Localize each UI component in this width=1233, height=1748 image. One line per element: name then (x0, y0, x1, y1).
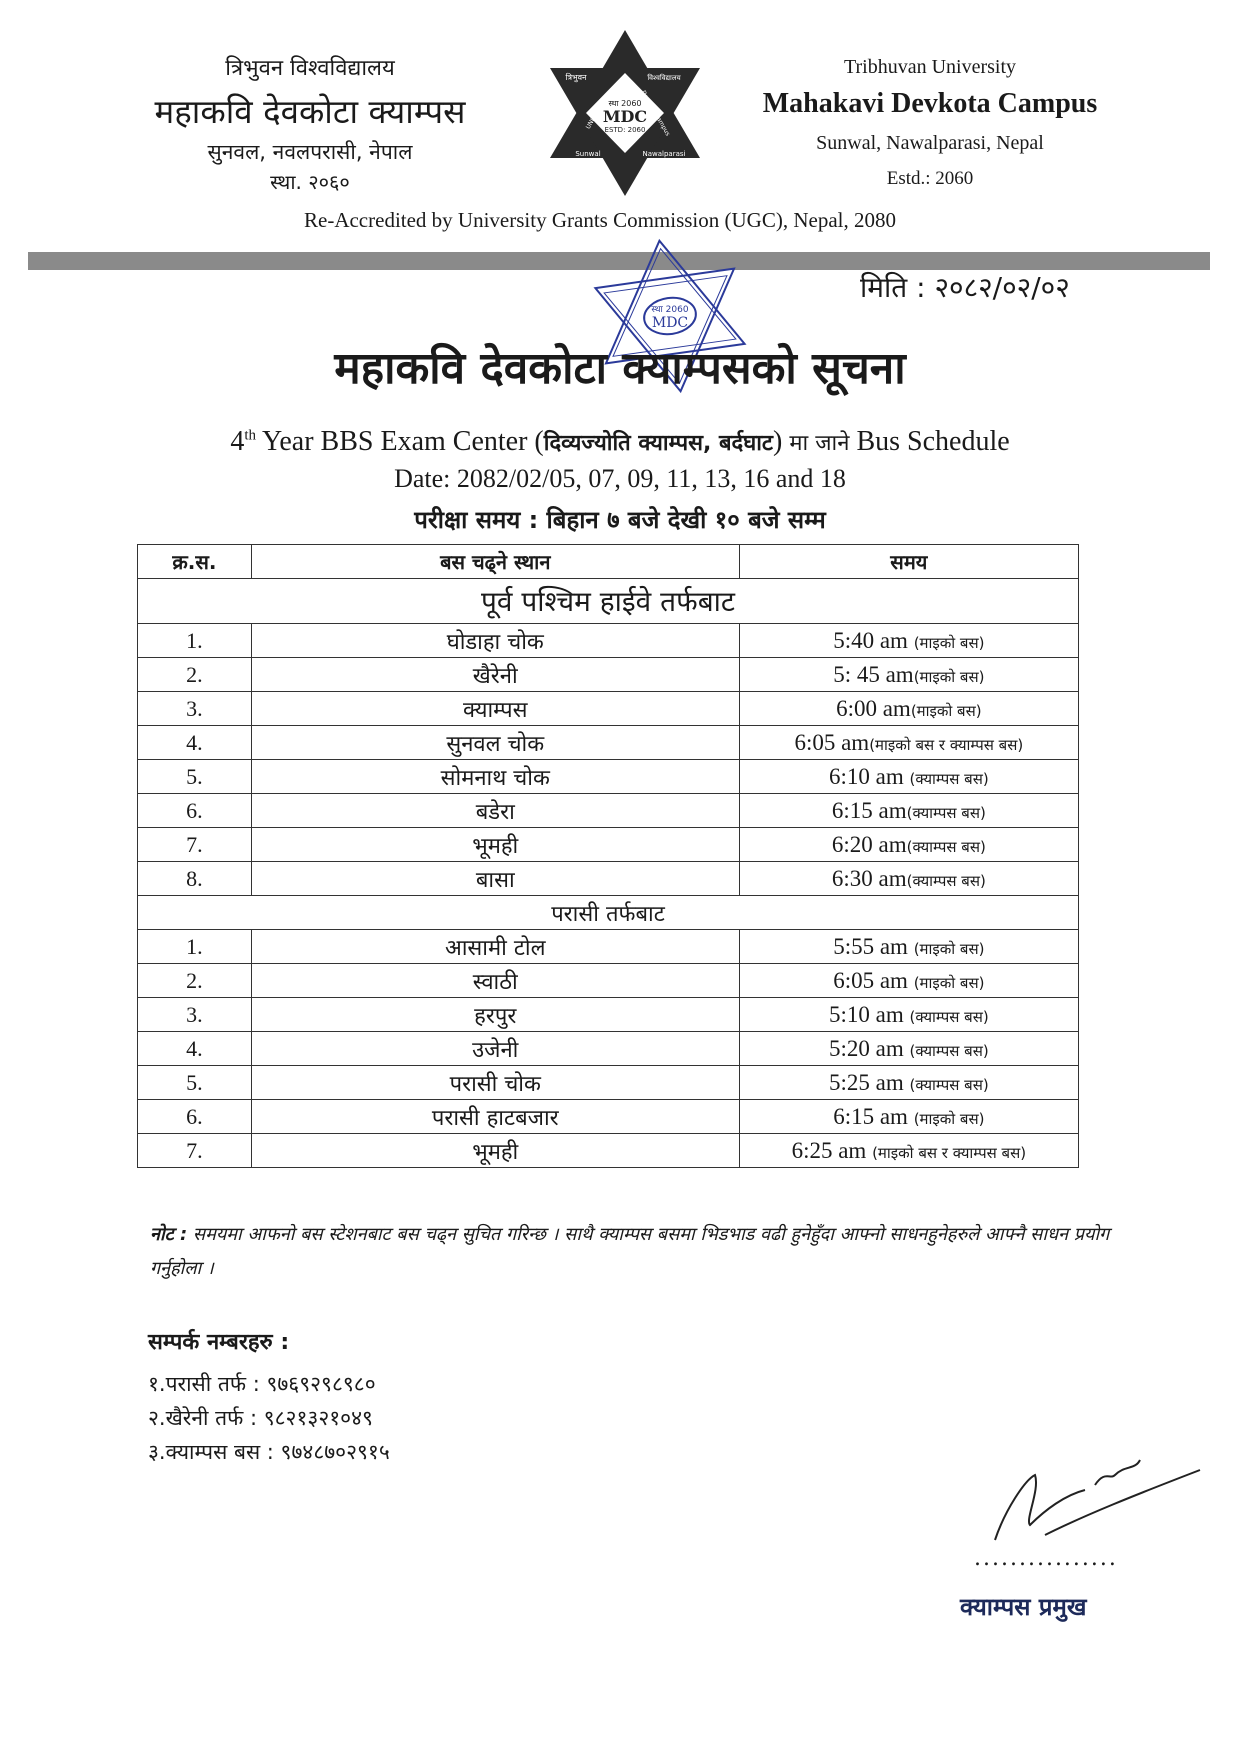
table-row (138, 760, 1079, 794)
row-time: 5:40 am (माइको बस) (739, 624, 1078, 658)
svg-text:Nawalparasi: Nawalparasi (642, 150, 686, 158)
note-label: नोट : (150, 1224, 188, 1245)
header-place: बस चढ्ने स्थान (251, 545, 739, 579)
row-time: 6:25 am (माइको बस र क्याम्पस बस) (739, 1134, 1078, 1168)
table-row (138, 726, 1079, 760)
table-row (138, 998, 1079, 1032)
notice-date: मिति : २०८२/०२/०२ (860, 271, 1070, 304)
row-time: 5:55 am (माइको बस) (739, 930, 1078, 964)
table-row (138, 930, 1079, 964)
row-sn: 1. (138, 624, 252, 658)
row-sn: 3. (138, 998, 252, 1032)
row-place: भूमही (251, 828, 739, 862)
exam-time: परीक्षा समय : बिहान ७ बजे देखी १० बजे सम्म (414, 506, 826, 534)
row-time: 6:30 am(क्याम्पस बस) (739, 862, 1078, 896)
row-sn: 5. (138, 1066, 252, 1100)
bus-schedule-table (137, 544, 1079, 1168)
table-row (138, 1032, 1079, 1066)
accreditation-line: Re-Accredited by University Grants Commission (UGC), Nepal, 2080 (304, 208, 896, 232)
row-sn: 2. (138, 658, 252, 692)
header-en-campus: Mahakavi Devkota Campus (762, 88, 1098, 119)
row-time: 6:15 am(क्याम्पस बस) (739, 794, 1078, 828)
header-en-estd: Estd.: 2060 (886, 168, 974, 189)
signatory-title: क्याम्पस प्रमुख (960, 1593, 1087, 1621)
contacts-heading: सम्पर्क नम्बरहरु : (148, 1330, 290, 1355)
row-time: 5:20 am (क्याम्पस बस) (739, 1032, 1078, 1066)
table-row (138, 794, 1079, 828)
row-sn: 6. (138, 1100, 252, 1134)
row-time: 6:05 am (माइको बस) (739, 964, 1078, 998)
svg-text:Devkota Campus: Devkota Campus (639, 89, 672, 138)
header-time: समय (739, 545, 1078, 579)
row-time: 5:10 am (क्याम्पस बस) (739, 998, 1078, 1032)
svg-text:स्था 2060: स्था 2060 (608, 99, 642, 108)
row-time: 6:20 am(क्याम्पस बस) (739, 828, 1078, 862)
header-np-university: त्रिभुवन विश्वविद्यालय (225, 56, 395, 81)
table-row (138, 692, 1079, 726)
header-np-estd: स्था. २०६० (270, 170, 350, 194)
row-sn: 6. (138, 794, 252, 828)
contact-item: १.परासी तर्फ : ९७६९२९८९८० (148, 1372, 376, 1396)
row-time: 6:05 am(माइको बस र क्याम्पस बस) (739, 726, 1078, 760)
section-highway: पूर्व पश्चिम हाईवे तर्फबाट (138, 579, 1079, 624)
notice-title: महाकवि देवकोटा क्याम्पसको सूचना (334, 343, 906, 394)
svg-text:MDC: MDC (602, 107, 648, 126)
row-place: स्वाठी (251, 964, 739, 998)
table-row (138, 862, 1079, 896)
header-en-address: Sunwal, Nawalparasi, Nepal (816, 132, 1044, 154)
header-np-campus: महाकवि देवकोटा क्याम्पस (154, 92, 466, 131)
header-np-address: सुनवल, नवलपरासी, नेपाल (207, 140, 413, 164)
row-sn: 4. (138, 1032, 252, 1066)
svg-text:स्था 2060: स्था 2060 (651, 305, 689, 315)
row-place: बडेरा (251, 794, 739, 828)
exam-center-subtitle: 4th Year BBS Exam Center (दिव्यज्योति क्याम्पस, बर्दघाट) मा जाने Bus Schedule (230, 426, 1010, 457)
row-place: बासा (251, 862, 739, 896)
row-time: 6:00 am(माइको बस) (739, 692, 1078, 726)
row-place: घोडाहा चोक (251, 624, 739, 658)
row-sn: 4. (138, 726, 252, 760)
row-sn: 1. (138, 930, 252, 964)
contact-item: २.खैरेनी तर्फ : ९८२१३२१०४९ (148, 1406, 373, 1430)
row-place: परासी हाटबजार (251, 1100, 739, 1134)
row-place: हरपुर (251, 998, 739, 1032)
row-place: आसामी टोल (251, 930, 739, 964)
row-place: परासी चोक (251, 1066, 739, 1100)
row-sn: 7. (138, 1134, 252, 1168)
row-place: सोमनाथ चोक (251, 760, 739, 794)
row-sn: 2. (138, 964, 252, 998)
row-time: 6:10 am (क्याम्पस बस) (739, 760, 1078, 794)
row-place: उजेनी (251, 1032, 739, 1066)
header-sn: क्र.स. (138, 545, 252, 579)
row-place: भूमही (251, 1134, 739, 1168)
table-row (138, 1066, 1079, 1100)
contact-item: ३.क्याम्पस बस : ९७४८७०२९१५ (148, 1440, 390, 1464)
svg-text:ESTD: 2060: ESTD: 2060 (604, 126, 646, 134)
table-row (138, 828, 1079, 862)
row-time: 5: 45 am(माइको बस) (739, 658, 1078, 692)
svg-text:UNIVERSITY: UNIVERSITY (584, 96, 609, 131)
table-row (138, 964, 1079, 998)
signature-mark (985, 1440, 1210, 1550)
table-row (138, 658, 1079, 692)
row-place: खैरेनी (251, 658, 739, 692)
campus-logo (540, 28, 710, 198)
section-parasi: परासी तर्फबाट (138, 896, 1079, 930)
row-time: 6:15 am (माइको बस) (739, 1100, 1078, 1134)
signature-dots: ................ (974, 1546, 1118, 1571)
svg-text:त्रिभुवन: त्रिभुवन (565, 73, 587, 82)
exam-dates: Date: 2082/02/05, 07, 09, 11, 13, 16 and 18 (394, 464, 846, 493)
section-highway-row (138, 579, 1079, 624)
table-row (138, 1134, 1079, 1168)
header-en-university: Tribhuvan University (843, 56, 1017, 78)
row-sn: 8. (138, 862, 252, 896)
table-row (138, 624, 1079, 658)
row-sn: 5. (138, 760, 252, 794)
table-header-row (138, 545, 1079, 579)
svg-text:Sunwal: Sunwal (575, 150, 601, 158)
svg-text:MDC: MDC (651, 315, 689, 331)
svg-text:विश्वविद्यालय: विश्वविद्यालय (647, 74, 681, 82)
row-sn: 3. (138, 692, 252, 726)
table-row (138, 1100, 1079, 1134)
note-text: नोट : समयमा आफनो बस स्टेशनबाट बस चढ्न सुचित गरिन्छ । साथै क्याम्पस बसमा भिडभाड वढी हुनेहुँदा आफ्नो साधनहुनेहरुले आफ्नै साधन प्रयोग गर्नुहोला । (150, 1224, 1110, 1279)
row-place: क्याम्पस (251, 692, 739, 726)
section-parasi-row (138, 896, 1079, 930)
row-place: सुनवल चोक (251, 726, 739, 760)
row-time: 5:25 am (क्याम्पस बस) (739, 1066, 1078, 1100)
row-sn: 7. (138, 828, 252, 862)
